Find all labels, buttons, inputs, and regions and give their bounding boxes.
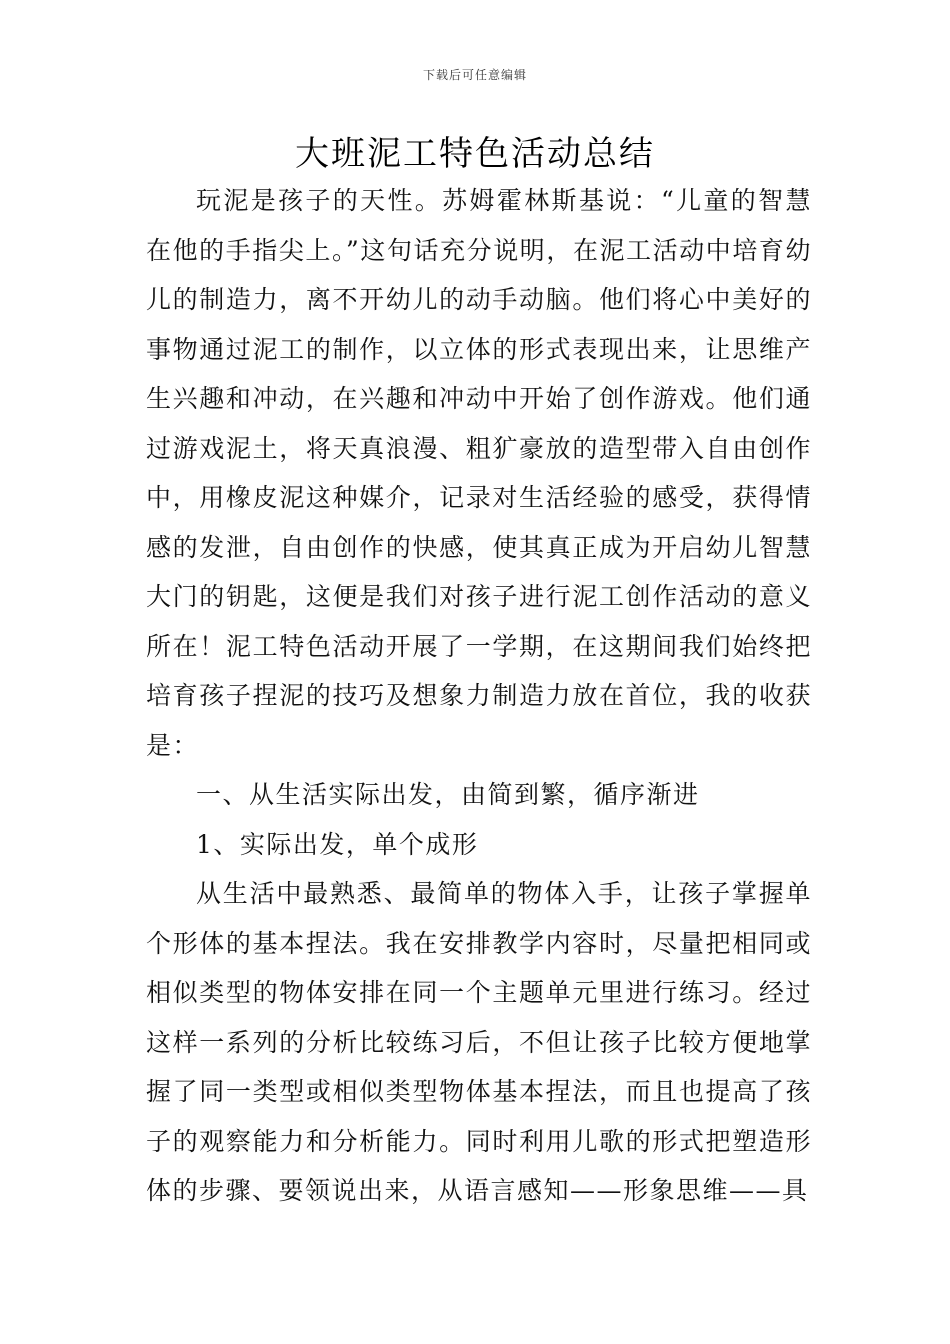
paragraph-body: 从生活中最熟悉、最简单的物体入手，让孩子掌握单个形体的基本捏法。我在安排教学内容时，尽量把相同或相似类型的物体安排在同一个主题单元里进行练习。经过这样一系列的分析比较练习后，不但让孩子比较方便地掌握了同一类型或相似类型物体基本捏法，而且也提高了孩子的观察能力和分析能力。同时利用儿歌的形式把塑造形体的步骤、要领说出来，从语言感知——形象思维——具: [146, 879, 812, 1205]
paragraph-intro: 玩泥是孩子的天性。苏姆霍林斯基说：“儿童的智慧在他的手指尖上。”这句话充分说明，在泥工活动中培育幼儿的制造力，离不开幼儿的动手动脑。他们将心中美好的事物通过泥工的制作，以立体的形式表现出来，让思维产生兴趣和冲动，在兴趣和冲动中开始了创作游戏。他们通过游戏泥土，将天真浪漫、粗犷豪放的造型带入自由创作中，用橡皮泥这种媒介，记录对生活经验的感受，获得情感的发泄，自由创作的快感，使其真正成为开启幼儿智慧大门的钥匙，这便是我们对孩子进行泥工创作活动的意义所在！泥工特色活动开展了一学期，在这期间我们始终把培育孩子捏泥的技巧及想象力制造力放在首位，我的收获是：: [146, 186, 812, 760]
header-note: 下载后可任意编辑: [422, 68, 527, 82]
subsection-heading-1: 1、实际出发，单个成形: [196, 829, 479, 859]
document-body: [146, 176, 812, 1216]
section-heading-1: 一、从生活实际出发，由简到繁，循序渐进: [196, 780, 700, 809]
document-title: 大班泥工特色活动总结: [295, 134, 655, 174]
